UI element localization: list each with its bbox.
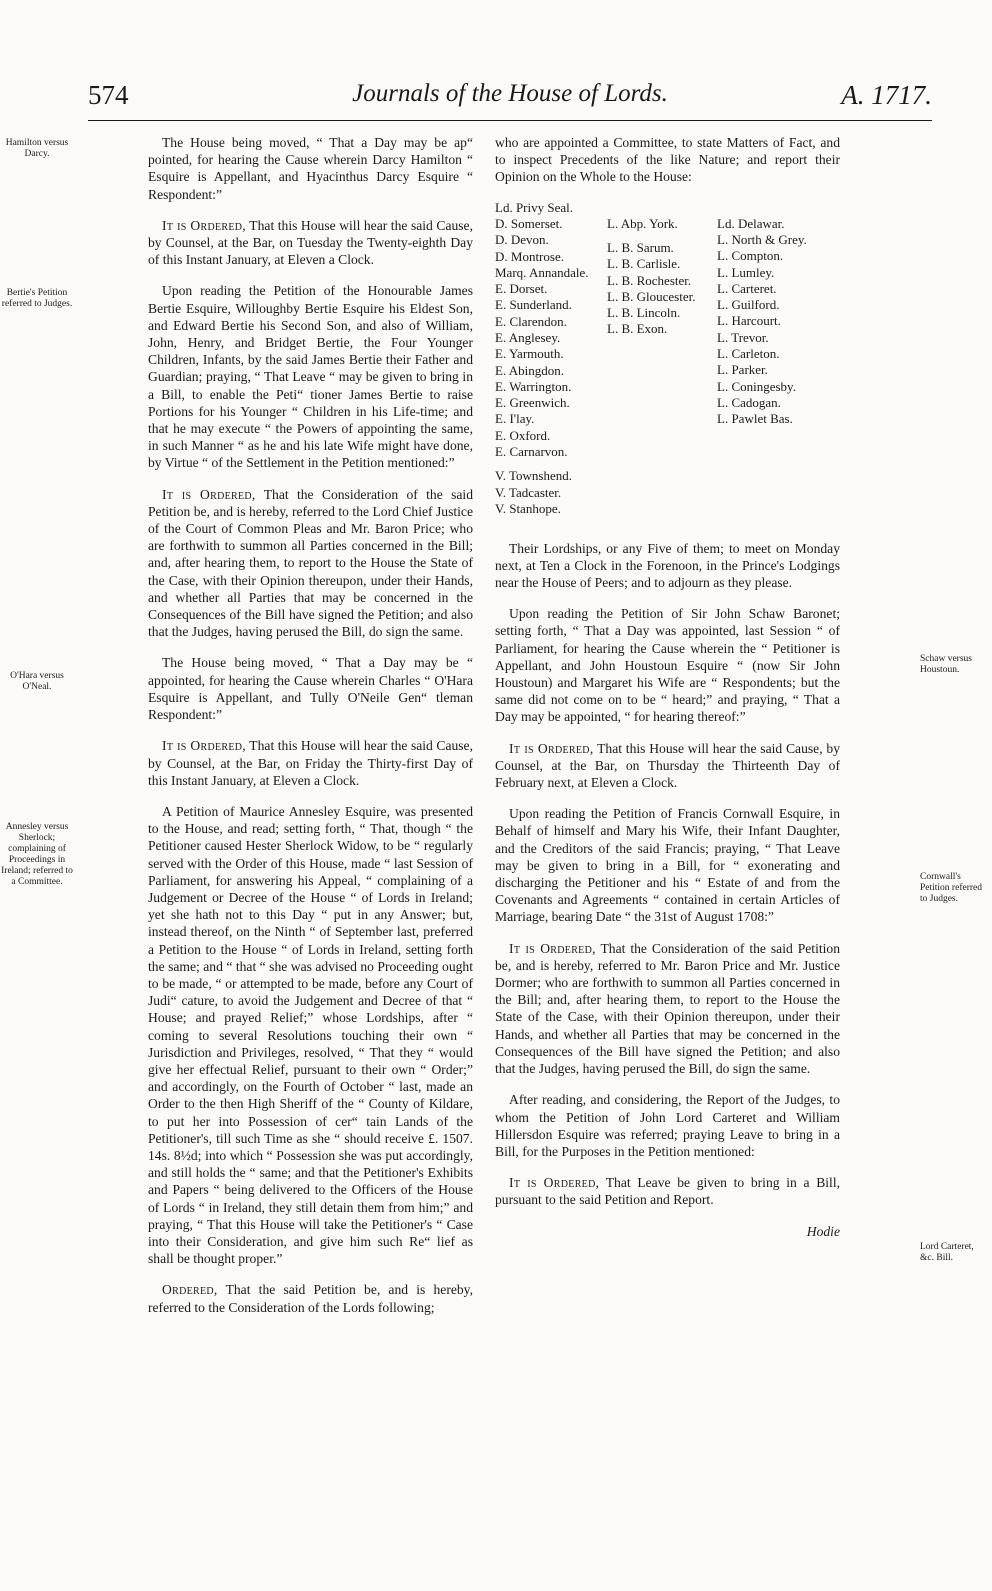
margin-note-annesley: Annesley versus Sherlock; complaining of Proceedings in Ireland; referred to a Committee.: [1, 822, 73, 887]
lord-name: E. Dorset.: [495, 281, 548, 297]
left-column: [148, 134, 473, 1330]
paragraph: A Petition of Maurice Annesley Esquire, was presented to the House, and read; setting forth, “ That, though “ the Petitioner caused Hester Sherlock Widow, to be “ regularly served with the Order of this House, made “ last Session of Parliament, for answering his Appeal, “ complaining of a Judgement or Decree of the House “ of Lords in Ireland; yet she hath not to this Day “ put in any Answer; but, instead thereof, on the Ninth “ of September last, preferred a Petition to the House “ of Lords in Ireland, setting forth the same; and “ that “ she was advised no Proceeding ought to be made, “ or attempted to be made, before any Court of Judi“ cature, to avoid the Judgement and Decree of that “ House; and prayed Relief;” whose Lordships, after “ coming to several Resolutions touching their own “ Jurisdiction and Privileges, resolved, “ That they “ would give her effectual Relief, pursuant to their own “ Order;” and accordingly, on the Fourth of October “ last, made an Order to the then High Sheriff of the “ County of Kildare, to put her into Possession of cer“ tain Lands of the Petitioner's, till such Time as she “ should receive £. 1507. 14s. 8½d; into which “ Possession she was put accordingly, and still holds the “ same; and that the Petitioner's Exhibits and Papers “ being delivered to the Officers of the House of Lords “ in Ireland, they still detain them from him;” and praying, “ That this House will take the Petitioner's “ Case into their Consideration, and give him such Re“ lief as shall be thought proper.”: [148, 803, 473, 1267]
lord-name: [607, 232, 695, 240]
lords-column-1: [495, 200, 589, 518]
lord-name: D. Devon.: [495, 232, 549, 248]
paragraph: After reading, and considering, the Report of the Judges, to whom the Petition of John Lord Carteret and William Hillersdon Esquire was referred; praying Leave to bring in a Bill, for the Purposes in the Petition mentioned:: [495, 1092, 840, 1159]
lord-name: L. B. Carlisle.: [607, 256, 681, 272]
order-paragraph: It is Ordered, That the Consideration of the said Petition be, and is hereby, referred to the Lord Chief Justice of the Court of Common Pleas and Mr. Baron Price; who are forthwith to summon all Parties concerned in the Bill; and, after hearing them, to report to the House the State of the Case, with their Opinion thereupon, under their Hands, and whether all Parties that may be concerned in the Consequences of the Bill have signed the Petition; and also that the Judges, having perused the Bill, do sign the same.: [148, 486, 473, 640]
lord-name: V. Tadcaster.: [495, 484, 562, 500]
paragraph: Upon reading the Petition of Francis Cornwall Esquire, in Behalf of himself and Mary his Wife, their Infant Daughter, and the Creditors of the said Francis; praying, “ That Leave may be given to bring in a Bill, for “ exonerating and discharging the Petitioner and his “ Estate of and from the Covenants and Agreements “ contained in certain Articles of Marriage, bearing Date “ the 31st of August 1708:”: [495, 806, 840, 925]
page-number: 574: [88, 80, 129, 110]
lord-name: Ld. Delawar.: [717, 215, 785, 231]
margin-note-ohara: O'Hara versus O'Neal.: [10, 671, 64, 692]
lord-name: L. Compton.: [717, 248, 784, 264]
lord-name: L. B. Gloucester.: [607, 288, 696, 304]
right-column: [495, 134, 840, 1240]
order-paragraph: It is Ordered, That this House will hear the said Cause, by Counsel, at the Bar, on Friday the Thirty-first Day of this Instant January, at Eleven a Clock.: [148, 738, 473, 788]
committee-list: [495, 199, 840, 516]
order-paragraph: It is Ordered, That this House will hear the said Cause, by Counsel, at the Bar, on Thursday the Thirteenth Day of February next, at Eleven a Clock.: [495, 740, 840, 791]
header-rule: [88, 120, 932, 121]
lord-name: L. Cadogan.: [717, 394, 781, 410]
paragraph: Upon reading the Petition of Sir John Schaw Baronet; setting forth, “ That a Day was appointed, last Session “ of Parliament, for hearing the Cause wherein the “ Petitioner is Appellant, and John Houstoun Esquire “ (now Sir John Houstoun) and Margaret his Wife are “ Respondents; but the same did not come on to be “ heard;” and praying, “ That a Day may be appointed, “ for hearing thereof:”: [495, 606, 840, 725]
running-title: Journals of the House of Lords.: [352, 80, 668, 107]
lord-name: L. Pawlet Bas.: [717, 411, 793, 427]
lord-name: E. I'lay.: [495, 411, 535, 427]
lord-name: L. Abp. York.: [607, 215, 678, 231]
paragraph: Upon reading the Petition of the Honourable James Bertie Esquire, Willoughby Bertie Esquire his Eldest Son, and Edward Bertie his Second Son, and also of William, John, Henry, and Bridget Bertie, the Four Younger Children, Infants, by the said James Bertie their Father and Guardian; praying, “ That Leave “ may be given to bring in a Bill, to enable the Peti“ tioner James Bertie to raise Portions for his Younger “ Children in his Life-time; and that he may execute “ the Powers of appointing the same, in such Manner “ as he and his late Wife might have done, by Virtue “ of the Settlement in the Petition mentioned:”: [148, 283, 473, 471]
lord-name: L. B. Rochester.: [607, 272, 692, 288]
lord-name: L. Carteret.: [717, 280, 777, 296]
lord-name: E. Warrington.: [495, 378, 572, 394]
lord-name: E. Sunderland.: [495, 297, 572, 313]
lords-column-2: [607, 216, 695, 338]
lord-name: L. Trevor.: [717, 329, 769, 345]
paragraph: who are appointed a Committee, to state Matters of Fact, and to inspect Precedents of the like Nature; and report their Opinion on the Whole to the House:: [495, 135, 840, 185]
catchword: Hodie: [806, 1223, 840, 1239]
lord-name: L. B. Exon.: [607, 321, 668, 337]
lord-name: V. Townshend.: [495, 468, 572, 484]
lord-name: E. Carnarvon.: [495, 444, 568, 460]
order-paragraph: Ordered, That the said Petition be, and is hereby, referred to the Consideration of the Lords following;: [148, 1282, 473, 1315]
lord-name: E. Greenwich.: [495, 395, 570, 411]
lord-name: L. Parker.: [717, 362, 768, 378]
lord-name: E. Abingdon.: [495, 362, 564, 378]
page-header: [88, 80, 932, 120]
order-paragraph: It is Ordered, That this House will hear the said Cause, by Counsel, at the Bar, on Tuesday the Twenty-eighth Day of this Instant January, at Eleven a Clock.: [148, 217, 473, 268]
order-paragraph: It is Ordered, That the Consideration of the said Petition be, and is hereby, referred to Mr. Baron Price and Mr. Justice Dormer; who are forthwith to summon all Parties concerned in the Bill; and, after hearing them, to report to the House the State of the Case, with their Opinion thereupon, under their Hands, and whether all Parties that may be concerned in the Consequences of the Bill have signed the Petition; and also that the Judges, having perused the Bill, do sign the same.: [495, 940, 840, 1077]
lord-name: Ld. Privy Seal.: [495, 199, 573, 215]
paragraph: The House being moved, “ That a Day may be “ appointed, for hearing the Cause wherein Charles “ O'Hara Esquire is Appellant, and Tully O'Neile Gen“ tleman Respondent:”: [148, 655, 473, 723]
paragraph: Their Lordships, or any Five of them; to meet on Monday next, at Ten a Clock in the Forenoon, in the Prince's Lodgings near the House of Peers; and to adjourn as they please.: [495, 540, 840, 591]
lord-name: L. Coningesby.: [717, 378, 796, 394]
lord-name: E. Clarendon.: [495, 313, 567, 329]
lords-column-3: [717, 216, 807, 428]
year-marker: A. 1717.: [841, 80, 932, 110]
lord-name: L. North & Grey.: [717, 231, 807, 247]
paragraph: The House being moved, “ That a Day may be ap“ pointed, for hearing the Cause wherein Darcy Hamilton “ Esquire is Appellant, and Hyacinthus Darcy Esquire “ Respondent:”: [148, 135, 473, 202]
lord-name: E. Oxford.: [495, 427, 551, 443]
lord-name: L. B. Sarum.: [607, 239, 674, 255]
lord-name: D. Montrose.: [495, 248, 564, 264]
lord-name: L. Guilford.: [717, 297, 780, 313]
order-paragraph: It is Ordered, That Leave be given to bring in a Bill, pursuant to the said Petition and Report.: [495, 1175, 840, 1208]
lord-name: L. Harcourt.: [717, 313, 781, 329]
margin-note-cornwall: Cornwall's Petition referred to Judges.: [920, 872, 982, 904]
margin-note-schaw: Schaw versus Houstoun.: [920, 654, 972, 675]
lord-name: E. Anglesey.: [495, 329, 561, 345]
margin-note-carteret: Lord Carteret, &c. Bill.: [920, 1242, 974, 1263]
margin-note-bertie: Bertie's Petition referred to Judges.: [1, 288, 73, 309]
lord-name: [495, 460, 589, 468]
lord-name: V. Stanhope.: [495, 500, 561, 516]
lord-name: E. Yarmouth.: [495, 346, 564, 362]
lord-name: Marq. Annandale.: [495, 264, 589, 280]
lord-name: L. B. Lincoln.: [607, 305, 681, 321]
margin-note-hamilton: Hamilton versus Darcy.: [5, 138, 69, 159]
lord-name: D. Somerset.: [495, 215, 563, 231]
lord-name: L. Carleton.: [717, 345, 780, 361]
lord-name: L. Lumley.: [717, 264, 775, 280]
